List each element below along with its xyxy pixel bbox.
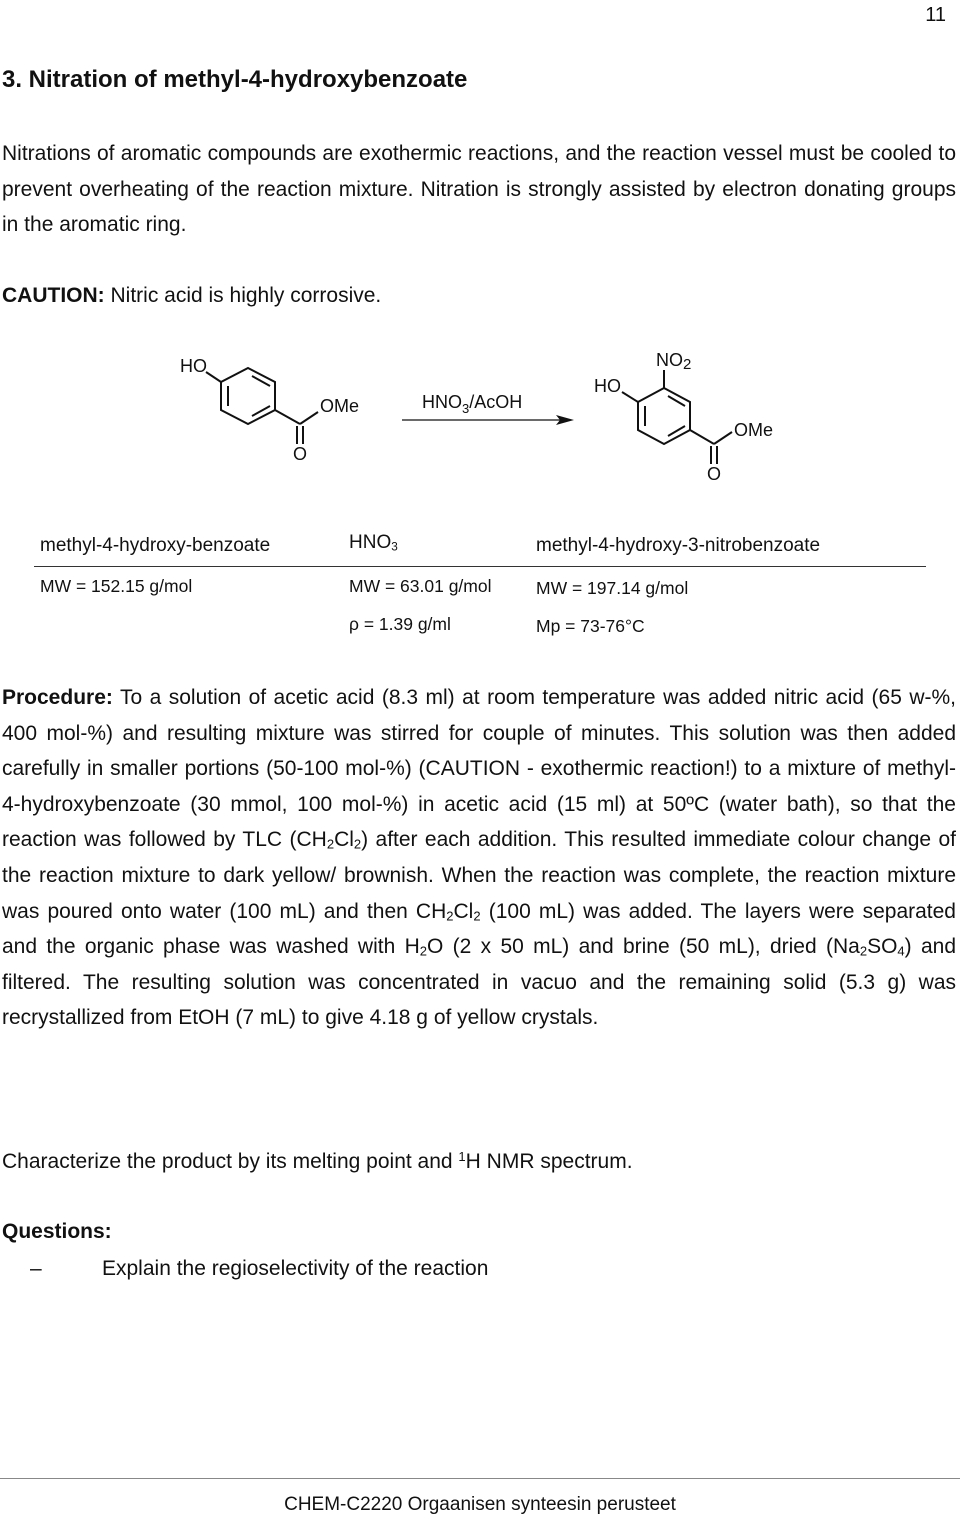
question-item bbox=[30, 1251, 930, 1287]
procedure-sub-2: 2 bbox=[353, 836, 362, 852]
product-no2-label bbox=[656, 350, 691, 373]
reagent-sub: 3 bbox=[462, 401, 470, 416]
reactant-ome-label: OMe bbox=[320, 396, 360, 416]
reactant-ho-label: HO bbox=[180, 356, 207, 376]
procedure-text-8: ) and filtered. The resulting solution was concentrated in vacuo and the remaining solid (5.3 g) was recrystallized from EtOH (7 mL) to give 4.18 g of yellow crystals. bbox=[2, 935, 957, 1030]
reagent-mw: MW = 63.01 g/mol bbox=[349, 576, 492, 596]
reactant-name: methyl-4-hydroxy-benzoate bbox=[40, 535, 271, 556]
product-name: methyl-4-hydroxy-3-nitrobenzoate bbox=[536, 535, 821, 556]
procedure-label: Procedure: bbox=[2, 686, 113, 709]
procedure-sub-4: 2 bbox=[473, 908, 481, 924]
page-number: 11 bbox=[925, 4, 946, 26]
product-no-sub: 2 bbox=[683, 356, 692, 373]
reagent-density: ρ = 1.39 g/ml bbox=[349, 614, 451, 634]
procedure-sub-7: 4 bbox=[897, 943, 905, 959]
procedure-text-7: SO bbox=[867, 935, 898, 959]
characterize-sup: 1 bbox=[458, 1148, 466, 1164]
reagent-name-sub: 3 bbox=[391, 540, 398, 554]
procedure-text-2: Cl bbox=[334, 828, 354, 852]
reactant-o-label: O bbox=[293, 444, 308, 464]
product-no: NO bbox=[656, 350, 683, 370]
question-text: Explain the regioselectivity of the reaction bbox=[102, 1257, 489, 1280]
characterize-line bbox=[2, 1144, 956, 1180]
reactant-structure bbox=[206, 368, 318, 444]
procedure-sub-6: 2 bbox=[859, 943, 868, 959]
intro-paragraph: Nitrations of aromatic compounds are exothermic reactions, and the reaction vessel must be cooled to prevent overheating of the reaction mixture. Nitration is strongly assisted by electron donating groups in the aromatic ring. bbox=[2, 142, 956, 237]
reaction-scheme bbox=[0, 340, 960, 490]
reagent-base: HNO bbox=[422, 392, 462, 412]
reagent-rest: /AcOH bbox=[469, 392, 523, 412]
procedure-sub-5: 2 bbox=[419, 943, 428, 959]
product-ome-label: OMe bbox=[734, 420, 774, 440]
questions-heading: Questions: bbox=[2, 1220, 112, 1243]
reagent-name bbox=[349, 532, 398, 554]
reactant-mw: MW = 152.15 g/mol bbox=[40, 576, 193, 596]
product-structure bbox=[622, 370, 732, 464]
product-ho-label: HO bbox=[594, 376, 621, 396]
procedure-text-4: Cl bbox=[453, 899, 474, 923]
caution-line bbox=[2, 278, 956, 314]
reagent-name-base: HNO bbox=[349, 532, 392, 553]
procedure-text-3: ) after each addition. This resulted immediate colour change of the reaction mixture to dark yellow/ brownish. When the reaction was complete, the reaction mixture was poured onto water (100 mL) and then CH bbox=[2, 828, 957, 923]
product-o-label: O bbox=[707, 464, 722, 484]
procedure-sub-1: 2 bbox=[326, 836, 335, 852]
table-divider bbox=[34, 566, 926, 567]
procedure-text-6: O (2 x 50 mL) and brine (50 mL), dried (Na bbox=[427, 935, 860, 959]
procedure-sub-3: 2 bbox=[446, 908, 454, 924]
product-mw: MW = 197.14 g/mol bbox=[536, 578, 689, 598]
reagent-label bbox=[422, 392, 522, 416]
characterize-text-1: Characterize the product by its melting point and bbox=[2, 1150, 459, 1173]
procedure-text-5: (100 mL) was added. The layers were separated and the organic phase was washed with H bbox=[2, 899, 956, 959]
footer-text: CHEM-C2220 Orgaanisen synteesin perusteet bbox=[284, 1494, 676, 1515]
question-bullet: – bbox=[30, 1257, 42, 1280]
procedure-text-1: To a solution of acetic acid (8.3 ml) at room temperature was added nitric acid (65 w-%, 400 mol-%) and resulting mixture was stirred for couple of minutes. This solution was then added carefully in smaller portions (50-100 mol-%) (CAUTION - exothermic reaction!) to a mixture of methyl-4-hydroxybenzoate (30 mmol, 100 mol-%) in acetic acid (15 ml) at 50ºC (water bath), so that the reaction was followed by TLC (CH bbox=[2, 686, 956, 852]
characterize-text-2: H NMR spectrum. bbox=[465, 1150, 633, 1173]
section-title: 3. Nitration of methyl-4-hydroxybenzoate bbox=[2, 66, 468, 93]
caution-label: CAUTION: bbox=[2, 284, 105, 307]
procedure-paragraph bbox=[2, 680, 956, 1036]
caution-text: Nitric acid is highly corrosive. bbox=[110, 284, 382, 307]
product-mp: Mp = 73-76°C bbox=[536, 616, 645, 636]
footer-rule bbox=[0, 1478, 960, 1479]
